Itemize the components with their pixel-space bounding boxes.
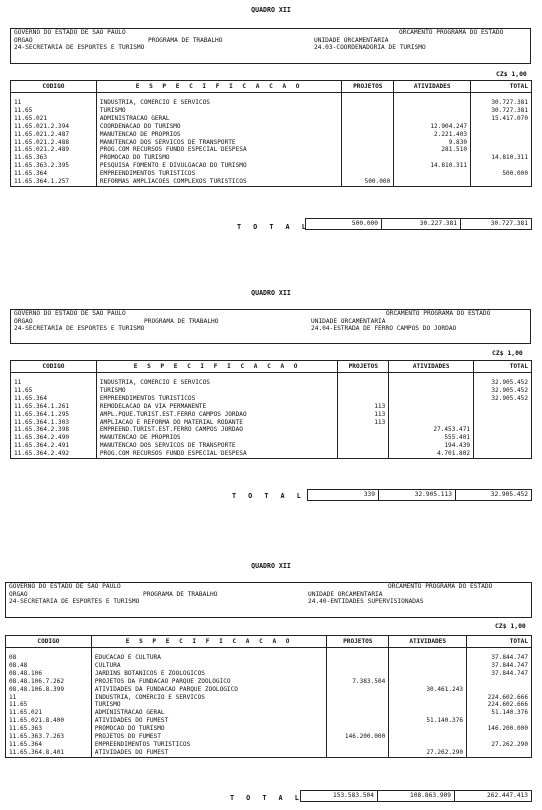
- col-projetos: PROJETOS: [342, 81, 394, 93]
- row-codigo: 11: [11, 99, 97, 107]
- row-total: 224.602.666: [467, 694, 532, 702]
- row-projetos: [338, 442, 389, 450]
- row-atividades: [389, 395, 474, 403]
- table-row: [11, 450, 532, 458]
- row-codigo: 11: [6, 694, 92, 702]
- row-codigo: 11.65: [11, 387, 97, 395]
- row-projetos: 146.200.000: [327, 733, 389, 741]
- row-especificacao: ADMINISTRACAO GERAL: [96, 115, 341, 123]
- row-codigo: 11.65: [6, 701, 92, 709]
- row-total: [471, 139, 532, 147]
- table-row: [11, 426, 532, 434]
- row-especificacao: ATIVIDADES DA FUNDACAO PARQUE ZOOLOGICO: [91, 686, 327, 694]
- table-row: [11, 419, 532, 427]
- row-atividades: 2.221.403: [394, 131, 471, 139]
- row-atividades: [389, 725, 467, 733]
- row-especificacao: EMPREEND.TURIST.EST.FERRO CAMPOS JORDAO: [96, 426, 338, 434]
- col-especificacao: E S P E C I F I C A C A O: [96, 81, 341, 93]
- row-total: [471, 131, 532, 139]
- row-especificacao: PROMOCAO DO TURISMO: [91, 725, 327, 733]
- row-projetos: 113: [338, 419, 389, 427]
- row-projetos: [338, 450, 389, 458]
- table-row: [6, 741, 532, 749]
- section-2-header-box: [10, 309, 531, 344]
- row-codigo: 08.48: [6, 662, 92, 670]
- table-row: [6, 678, 532, 686]
- total-total: 32.905.452: [455, 489, 532, 501]
- unit-name: 24.40-ENTIDADES SUPERVISIONADAS: [308, 598, 424, 606]
- total-projetos: 339: [307, 489, 379, 501]
- secretariat-label: 24-SECRETARIA DE ESPORTES E TURISMO: [9, 598, 140, 606]
- total-atividades: 32.905.113: [378, 489, 456, 501]
- col-projetos: PROJETOS: [327, 636, 389, 648]
- row-especificacao: INDUSTRIA, COMERCIO E SERVICOS: [96, 99, 341, 107]
- row-especificacao: MANUTENCAO DE PROPRIOS: [96, 434, 338, 442]
- total-atividades: 108.863.909: [377, 790, 455, 802]
- row-total: [471, 123, 532, 131]
- row-especificacao: MANUTENCAO DOS SERVICOS DE TRANSPORTE: [96, 139, 341, 147]
- total-total: 262.447.413: [454, 790, 532, 802]
- row-especificacao: ADMINISTRACAO GERAL: [91, 709, 327, 717]
- row-total: [471, 146, 532, 154]
- row-atividades: 27.453.471: [389, 426, 474, 434]
- row-atividades: 281.510: [394, 146, 471, 154]
- table-row: [11, 139, 532, 147]
- row-projetos: [342, 146, 394, 154]
- row-codigo: 11.65.364.1.303: [11, 419, 97, 427]
- row-especificacao: PROG.COM RECURSOS FUNDO ESPECIAL DESPESA: [96, 450, 338, 458]
- row-projetos: [342, 115, 394, 123]
- col-atividades: ATIVIDADES: [389, 361, 474, 373]
- table-row: [6, 709, 532, 717]
- table-row: [6, 725, 532, 733]
- row-total: [467, 717, 532, 725]
- row-total: [474, 442, 532, 450]
- row-codigo: 08.48.106: [6, 670, 92, 678]
- row-total: [467, 678, 532, 686]
- total-label: T O T A L: [237, 223, 310, 231]
- row-codigo: 11.65.021.2.394: [11, 123, 97, 131]
- row-projetos: [327, 725, 389, 733]
- row-especificacao: EMPREENDIMENTOS TURISTICOS: [91, 741, 327, 749]
- row-atividades: [389, 419, 474, 427]
- row-atividades: [389, 709, 467, 717]
- row-especificacao: AMPLIACAO E REFORMA DO MATERIAL RODANTE: [96, 419, 338, 427]
- row-projetos: [327, 686, 389, 694]
- row-total: 30.727.381: [471, 107, 532, 115]
- table-row: [11, 403, 532, 411]
- row-projetos: [327, 717, 389, 725]
- row-codigo: 11.65.364.2.398: [11, 426, 97, 434]
- government-label: GOVERNO DO ESTADO DE SAO PAULO: [9, 583, 121, 590]
- row-atividades: [389, 741, 467, 749]
- organ-label: ORGAO: [14, 317, 33, 325]
- row-especificacao: INDUSTRIA, COMERCIO E SERVICOS: [96, 379, 338, 387]
- total-atividades: 30.227.381: [381, 218, 461, 230]
- row-projetos: [342, 139, 394, 147]
- table-row: [11, 170, 532, 178]
- row-codigo: 11.65.021.2.489: [11, 146, 97, 154]
- row-projetos: [327, 741, 389, 749]
- row-codigo: 11.65.021: [11, 115, 97, 123]
- row-projetos: [338, 395, 389, 403]
- row-projetos: [327, 662, 389, 670]
- table-row: [11, 162, 532, 170]
- secretariat-label: 24-SECRETARIA DE ESPORTES E TURISMO: [14, 44, 145, 52]
- row-codigo: 11: [11, 379, 97, 387]
- row-codigo: 11.65: [11, 107, 97, 115]
- row-atividades: [389, 694, 467, 702]
- col-atividades: ATIVIDADES: [389, 636, 467, 648]
- row-especificacao: EMPREENDIMENTOS TURISTICOS: [96, 170, 341, 178]
- row-atividades: 51.140.376: [389, 717, 467, 725]
- table-row: [6, 670, 532, 678]
- row-atividades: [389, 387, 474, 395]
- row-total: 500.000: [471, 170, 532, 178]
- row-especificacao: JARDINS BOTANICOS E ZOOLOGICOS: [91, 670, 327, 678]
- row-especificacao: REMODELACAO DA VIA PERMANENTE: [96, 403, 338, 411]
- row-total: 32.905.452: [474, 395, 532, 403]
- col-atividades: ATIVIDADES: [394, 81, 471, 93]
- row-projetos: [342, 162, 394, 170]
- table-row: [6, 717, 532, 725]
- section-1-header-box: [10, 28, 531, 64]
- row-atividades: [394, 107, 471, 115]
- row-total: 37.844.747: [467, 670, 532, 678]
- row-atividades: [389, 662, 467, 670]
- budget-program-label: ORCAMENTO PROGRAMA DO ESTADO: [399, 29, 504, 36]
- row-codigo: 11.65.021.2.487: [11, 131, 97, 139]
- table-row: [11, 434, 532, 442]
- row-codigo: 11.65.363.2.395: [11, 162, 97, 170]
- row-especificacao: CULTURA: [91, 662, 327, 670]
- row-total: 15.417.070: [471, 115, 532, 123]
- total-projetos: 500.000: [305, 218, 382, 230]
- row-projetos: [342, 123, 394, 131]
- row-projetos: [342, 154, 394, 162]
- table-row: [11, 99, 532, 107]
- row-projetos: [338, 387, 389, 395]
- row-codigo: 08: [6, 654, 92, 662]
- table-row: [6, 694, 532, 702]
- row-atividades: [394, 99, 471, 107]
- row-especificacao: PROJETOS DO FUMEST: [91, 733, 327, 741]
- row-especificacao: PROMOCAO DO TURISMO: [96, 154, 341, 162]
- row-projetos: [338, 434, 389, 442]
- table-row: [11, 146, 532, 154]
- row-atividades: [389, 670, 467, 678]
- row-total: [474, 419, 532, 427]
- budget-program-label: ORCAMENTO PROGRAMA DO ESTADO: [386, 310, 491, 317]
- table-row: [11, 123, 532, 131]
- row-atividades: 9.830: [394, 139, 471, 147]
- row-total: 224.602.666: [467, 701, 532, 709]
- table-row: [6, 749, 532, 757]
- row-projetos: [327, 670, 389, 678]
- row-especificacao: TURISMO: [96, 107, 341, 115]
- row-atividades: [394, 154, 471, 162]
- col-codigo: CODIGO: [6, 636, 92, 648]
- row-projetos: [342, 131, 394, 139]
- row-total: 30.727.381: [471, 99, 532, 107]
- row-codigo: 11.65.364.2.492: [11, 450, 97, 458]
- row-atividades: [394, 170, 471, 178]
- section-3-table: [5, 635, 532, 758]
- row-total: 14.810.311: [471, 154, 532, 162]
- section-2-title: QUADRO XII: [251, 289, 291, 297]
- row-especificacao: EDUCACAO E CULTURA: [91, 654, 327, 662]
- row-atividades: [389, 379, 474, 387]
- row-codigo: 08.48.106.7.262: [6, 678, 92, 686]
- row-codigo: 11.65.021: [6, 709, 92, 717]
- table-row: [6, 733, 532, 741]
- budget-program-label: ORCAMENTO PROGRAMA DO ESTADO: [388, 583, 493, 590]
- col-codigo: CODIGO: [11, 81, 97, 93]
- total-total: 30.727.381: [460, 218, 532, 230]
- row-atividades: 30.461.243: [389, 686, 467, 694]
- row-especificacao: PROJETOS DA FUNDACAO PARQUE ZOOLOGICO: [91, 678, 327, 686]
- row-projetos: [338, 426, 389, 434]
- section-1-title: QUADRO XII: [251, 6, 291, 14]
- currency-label: CZ$ 1,00: [492, 349, 523, 357]
- row-codigo: 11.65.364: [11, 170, 97, 178]
- table-row: [11, 178, 532, 186]
- table-row: [11, 411, 532, 419]
- row-codigo: 11.65.364.2.491: [11, 442, 97, 450]
- row-especificacao: COORDENACAO DO TURISMO: [96, 123, 341, 131]
- row-atividades: 4.701.802: [389, 450, 474, 458]
- row-especificacao: MANUTENCAO DE PROPRIOS: [96, 131, 341, 139]
- table-row: [11, 154, 532, 162]
- row-codigo: 11.65.363: [11, 154, 97, 162]
- section-3-header-box: [5, 582, 532, 618]
- row-codigo: 11.65.364.1.261: [11, 403, 97, 411]
- currency-label: CZ$ 1,00: [495, 622, 526, 630]
- row-codigo: 11.65.363: [6, 725, 92, 733]
- col-total: TOTAL: [467, 636, 532, 648]
- row-projetos: [338, 379, 389, 387]
- row-total: 27.262.290: [467, 741, 532, 749]
- row-codigo: 11.65.364: [11, 395, 97, 403]
- row-especificacao: INDUSTRIA, COMERCIO E SERVICOS: [91, 694, 327, 702]
- row-codigo: 11.65.364: [6, 741, 92, 749]
- work-program-label: PROGRAMA DE TRABALHO: [144, 317, 219, 325]
- row-codigo: 11.65.364.8.401: [6, 749, 92, 757]
- row-total: [467, 686, 532, 694]
- table-row: [11, 387, 532, 395]
- row-total: 146.200.000: [467, 725, 532, 733]
- row-total: 51.140.376: [467, 709, 532, 717]
- row-total: [474, 434, 532, 442]
- secretariat-label: 24-SECRETARIA DE ESPORTES E TURISMO: [14, 325, 145, 333]
- row-especificacao: TURISMO: [96, 387, 338, 395]
- section-3-title: QUADRO XII: [251, 562, 291, 570]
- table-row: [11, 115, 532, 123]
- row-projetos: 113: [338, 403, 389, 411]
- row-projetos: [327, 701, 389, 709]
- row-especificacao: REFORMAS AMPLIACOES COMPLEXOS TURISTICOS: [96, 178, 341, 186]
- table-row: [6, 662, 532, 670]
- row-total: [474, 426, 532, 434]
- row-especificacao: TURISMO: [91, 701, 327, 709]
- government-label: GOVERNO DO ESTADO DE SAO PAULO: [14, 310, 126, 317]
- row-projetos: [342, 99, 394, 107]
- row-total: [474, 403, 532, 411]
- row-atividades: 27.262.290: [389, 749, 467, 757]
- row-total: [474, 450, 532, 458]
- row-total: 32.905.452: [474, 387, 532, 395]
- row-codigo: 08.48.106.8.399: [6, 686, 92, 694]
- section-2-table: [10, 360, 532, 459]
- budget-unit-label: UNIDADE ORCAMENTARIA: [311, 317, 386, 325]
- total-label: T O T A L: [232, 492, 305, 500]
- row-atividades: [389, 701, 467, 709]
- row-codigo: 11.65.363.7.263: [6, 733, 92, 741]
- unit-name: 24.03-COORDENADORIA DE TURISMO: [314, 44, 426, 52]
- row-atividades: 12.904.247: [394, 123, 471, 131]
- row-projetos: [327, 694, 389, 702]
- row-atividades: 194.439: [389, 442, 474, 450]
- currency-label: CZ$ 1,00: [496, 70, 527, 78]
- row-codigo: 11.65.021.8.400: [6, 717, 92, 725]
- work-program-label: PROGRAMA DE TRABALHO: [143, 590, 218, 598]
- row-atividades: [394, 178, 471, 186]
- row-projetos: [327, 749, 389, 757]
- table-row: [6, 686, 532, 694]
- row-atividades: [389, 733, 467, 741]
- row-especificacao: PESQUISA FOMENTO E DIVULGACAO DO TURISMO: [96, 162, 341, 170]
- total-projetos: 153.583.504: [300, 790, 378, 802]
- row-projetos: 500.000: [342, 178, 394, 186]
- table-row: [11, 107, 532, 115]
- row-atividades: [389, 411, 474, 419]
- unit-name: 24.04-ESTRADA DE FERRO CAMPOS DO JORDAO: [311, 325, 457, 333]
- row-projetos: [342, 107, 394, 115]
- row-projetos: [327, 709, 389, 717]
- row-atividades: [389, 403, 474, 411]
- total-label: T O T A L: [230, 794, 303, 802]
- row-total: 37.844.747: [467, 654, 532, 662]
- row-codigo: 11.65.021.2.488: [11, 139, 97, 147]
- government-label: GOVERNO DO ESTADO DE SAO PAULO: [14, 29, 126, 36]
- row-total: [467, 733, 532, 741]
- section-1-table: [10, 80, 532, 187]
- row-especificacao: PROG.COM RECURSOS FUNDO ESPECIAL DESPESA: [96, 146, 341, 154]
- work-program-label: PROGRAMA DE TRABALHO: [148, 36, 223, 44]
- col-especificacao: E S P E C I F I C A C A O: [96, 361, 338, 373]
- budget-unit-label: UNIDADE ORCAMENTARIA: [308, 590, 383, 598]
- row-especificacao: MANUTENCAO DOS SERVICOS DE TRANSPORTE: [96, 442, 338, 450]
- row-atividades: [389, 678, 467, 686]
- row-codigo: 11.65.364.2.490: [11, 434, 97, 442]
- table-row: [11, 395, 532, 403]
- row-atividades: [389, 654, 467, 662]
- table-row: [11, 131, 532, 139]
- table-row: [11, 379, 532, 387]
- table-row: [6, 654, 532, 662]
- col-especificacao: E S P E C I F I C A C A O: [91, 636, 327, 648]
- row-atividades: 14.810.311: [394, 162, 471, 170]
- row-especificacao: ATIVIDADES DO FUMEST: [91, 717, 327, 725]
- row-total: [467, 749, 532, 757]
- col-total: TOTAL: [471, 81, 532, 93]
- row-projetos: 113: [338, 411, 389, 419]
- col-codigo: CODIGO: [11, 361, 97, 373]
- row-codigo: 11.65.364.1.295: [11, 411, 97, 419]
- row-total: 37.844.747: [467, 662, 532, 670]
- col-total: TOTAL: [474, 361, 532, 373]
- row-especificacao: AMPL.PQUE.TURIST.EST.FERRO CAMPOS JORDAO: [96, 411, 338, 419]
- row-especificacao: ATIVIDADES DO FUMEST: [91, 749, 327, 757]
- organ-label: ORGAO: [14, 36, 33, 44]
- organ-label: ORGAO: [9, 590, 28, 598]
- row-total: [471, 162, 532, 170]
- row-projetos: [342, 170, 394, 178]
- row-projetos: 7.383.504: [327, 678, 389, 686]
- row-atividades: [394, 115, 471, 123]
- row-total: [471, 178, 532, 186]
- row-total: [474, 411, 532, 419]
- row-especificacao: EMPREENDIMENTOS TURISTICOS: [96, 395, 338, 403]
- budget-unit-label: UNIDADE ORCAMENTARIA: [314, 36, 389, 44]
- row-projetos: [327, 654, 389, 662]
- table-row: [6, 701, 532, 709]
- col-projetos: PROJETOS: [338, 361, 389, 373]
- row-codigo: 11.65.364.1.257: [11, 178, 97, 186]
- row-atividades: 555.401: [389, 434, 474, 442]
- table-row: [11, 442, 532, 450]
- row-total: 32.905.452: [474, 379, 532, 387]
